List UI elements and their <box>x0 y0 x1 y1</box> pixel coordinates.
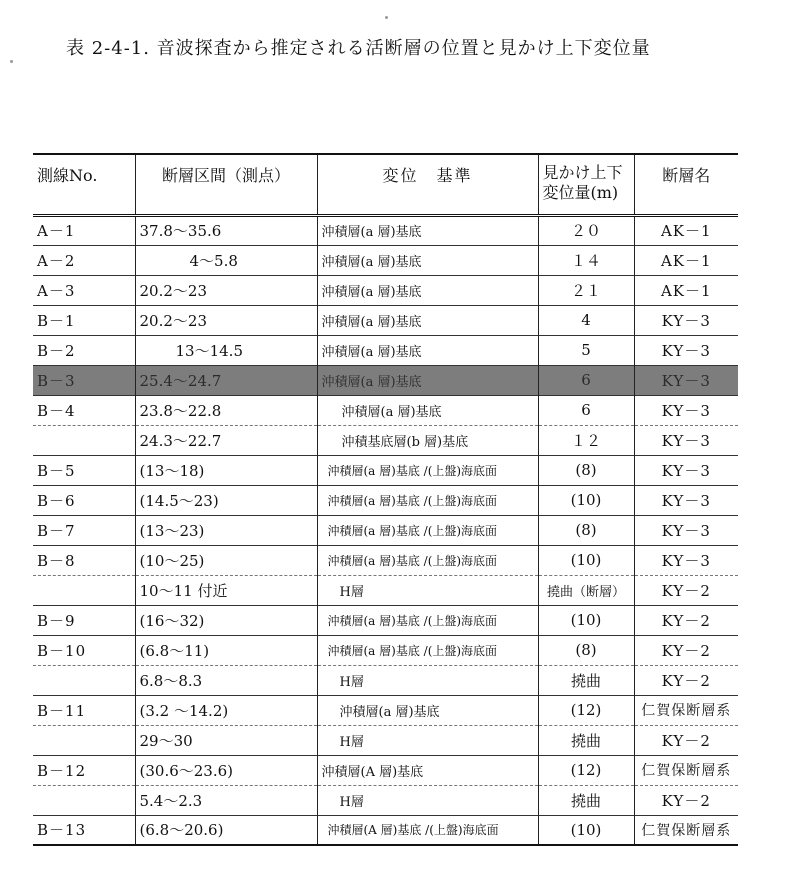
cell-basis: 沖積基底層(b 層)基底 <box>317 425 538 455</box>
table-row <box>33 215 738 245</box>
cell-fault-name: KY－2 <box>634 575 738 605</box>
cell-line <box>33 575 135 605</box>
cell-displacement: １２ <box>538 425 634 455</box>
cell-displacement: (8) <box>538 455 634 485</box>
table-header <box>33 154 738 215</box>
cell-line: B－9 <box>37 611 76 630</box>
cell-range: (6.8～11) <box>135 635 317 665</box>
table-row <box>33 275 738 305</box>
cell-basis: 沖積層(a 層)基底 /(上盤)海底面 <box>317 485 538 515</box>
table-row <box>33 455 738 485</box>
table-row <box>33 545 738 575</box>
cell-range: (6.8～20.6) <box>135 815 317 845</box>
table-row <box>33 815 738 845</box>
cell-range: 25.4～24.7 <box>135 365 317 395</box>
cell-basis: 沖積層(A 層)基底 <box>317 755 538 785</box>
cell-range: (16～32) <box>135 605 317 635</box>
header-row <box>33 154 738 215</box>
cell-line: B－12 <box>37 761 87 780</box>
cell-range: (13～18) <box>135 455 317 485</box>
table-row <box>33 305 738 335</box>
table-row <box>33 695 738 725</box>
cell-fault-name: KY－2 <box>634 605 738 635</box>
cell-line: A－2 <box>37 251 76 270</box>
cell-displacement: (8) <box>538 635 634 665</box>
table-row <box>33 395 738 425</box>
table-row <box>33 635 738 665</box>
scan-speck <box>385 16 388 19</box>
cell-fault-name: KY－3 <box>634 485 738 515</box>
cell-fault-name: 仁賀保断層系 <box>634 695 738 725</box>
cell-line: A－3 <box>37 281 76 300</box>
cell-displacement: 撓曲（断層） <box>538 575 634 605</box>
cell-line: B－2 <box>37 341 76 360</box>
table-row <box>33 335 738 365</box>
cell-line: B－13 <box>37 821 87 840</box>
cell-basis: H層 <box>317 575 538 605</box>
cell-basis: 沖積層(a 層)基底 <box>317 395 538 425</box>
cell-displacement: 6 <box>538 365 634 395</box>
table-row-highlighted <box>33 365 738 395</box>
cell-line <box>33 425 135 455</box>
cell-displacement: 撓曲 <box>538 725 634 755</box>
cell-range: 20.2～23 <box>135 275 317 305</box>
cell-displacement: (10) <box>538 815 634 845</box>
cell-displacement: 撓曲 <box>538 785 634 815</box>
cell-basis: 沖積層(a 層)基底 /(上盤)海底面 <box>317 635 538 665</box>
cell-line: B－1 <box>37 311 76 330</box>
cell-fault-name: AK－1 <box>634 245 738 275</box>
cell-displacement: (10) <box>538 545 634 575</box>
table-row <box>33 515 738 545</box>
header-fault-name: 断層名 <box>634 154 738 215</box>
cell-displacement: (12) <box>538 755 634 785</box>
cell-displacement: ２０ <box>538 215 634 245</box>
header-basis: 変位 基準 <box>317 154 538 215</box>
fault-table <box>33 153 738 846</box>
cell-fault-name: AK－1 <box>634 215 738 245</box>
table-row <box>33 755 738 785</box>
cell-basis: 沖積層(a 層)基底 /(上盤)海底面 <box>317 455 538 485</box>
table-row <box>33 725 738 755</box>
cell-range: 5.4～2.3 <box>135 785 317 815</box>
cell-basis: 沖積層(a 層)基底 <box>317 695 538 725</box>
cell-displacement: 6 <box>538 395 634 425</box>
cell-line: B－6 <box>37 491 76 510</box>
cell-basis: 沖積層(a 層)基底 <box>317 215 538 245</box>
header-displacement-top: 見かけ上下 <box>542 163 623 182</box>
cell-displacement: 撓曲 <box>538 665 634 695</box>
header-line-no: 測線No. <box>37 166 98 185</box>
cell-basis: 沖積層(a 層)基底 <box>317 365 538 395</box>
cell-fault-name: KY－3 <box>634 365 738 395</box>
table-row <box>33 485 738 515</box>
cell-basis: 沖積層(a 層)基底 /(上盤)海底面 <box>317 515 538 545</box>
cell-range: (30.6～23.6) <box>135 755 317 785</box>
cell-displacement: (12) <box>538 695 634 725</box>
cell-fault-name: KY－3 <box>634 425 738 455</box>
table-row <box>33 575 738 605</box>
cell-displacement: 5 <box>538 335 634 365</box>
cell-fault-name: KY－3 <box>634 455 738 485</box>
cell-range: 13～14.5 <box>135 335 317 365</box>
cell-basis: 沖積層(A 層)基底 /(上盤)海底面 <box>317 815 538 845</box>
cell-fault-name: KY－3 <box>634 515 738 545</box>
cell-line <box>33 725 135 755</box>
table-row <box>33 785 738 815</box>
cell-fault-name: KY－2 <box>634 785 738 815</box>
cell-fault-name: KY－3 <box>634 395 738 425</box>
cell-fault-name: KY－2 <box>634 665 738 695</box>
cell-range: 23.8～22.8 <box>135 395 317 425</box>
cell-range: (13～23) <box>135 515 317 545</box>
scan-speck <box>10 60 13 63</box>
cell-basis: H層 <box>317 665 538 695</box>
cell-range: 10～11 付近 <box>135 575 317 605</box>
cell-line: B－10 <box>37 641 87 660</box>
cell-range: (3.2 ～14.2) <box>135 695 317 725</box>
cell-displacement: (10) <box>538 605 634 635</box>
cell-basis: 沖積層(a 層)基底 <box>317 335 538 365</box>
cell-fault-name: KY－2 <box>634 725 738 755</box>
cell-displacement: (8) <box>538 515 634 545</box>
cell-line: B－4 <box>37 401 76 420</box>
cell-line <box>33 665 135 695</box>
cell-basis: 沖積層(a 層)基底 /(上盤)海底面 <box>317 605 538 635</box>
cell-basis: 沖積層(a 層)基底 <box>317 275 538 305</box>
cell-fault-name: KY－3 <box>634 305 738 335</box>
cell-displacement: ２１ <box>538 275 634 305</box>
cell-range: 4～5.8 <box>135 245 317 275</box>
cell-line: B－8 <box>37 551 76 570</box>
cell-line: B－11 <box>37 701 87 720</box>
cell-basis: H層 <box>317 725 538 755</box>
cell-displacement: (10) <box>538 485 634 515</box>
header-range: 断層区間（測点） <box>135 154 317 215</box>
header-displacement-bottom: 変位量(m) <box>542 183 619 202</box>
cell-fault-name: AK－1 <box>634 275 738 305</box>
table-row <box>33 245 738 275</box>
cell-fault-name: KY－3 <box>634 545 738 575</box>
table-row <box>33 605 738 635</box>
cell-line <box>33 785 135 815</box>
cell-line: B－3 <box>33 365 135 395</box>
cell-basis: H層 <box>317 785 538 815</box>
cell-range: (10～25) <box>135 545 317 575</box>
cell-displacement: 4 <box>538 305 634 335</box>
cell-displacement: １４ <box>538 245 634 275</box>
table-row <box>33 665 738 695</box>
cell-range: 24.3～22.7 <box>135 425 317 455</box>
cell-line: A－1 <box>37 222 76 240</box>
cell-range: 20.2～23 <box>135 305 317 335</box>
cell-basis: 沖積層(a 層)基底 /(上盤)海底面 <box>317 545 538 575</box>
cell-line: B－7 <box>37 521 76 540</box>
table-body <box>33 215 738 845</box>
cell-fault-name: 仁賀保断層系 <box>634 755 738 785</box>
table-caption: 表 2-4-1. 音波探査から推定される活断層の位置と見かけ上下変位量 <box>66 38 651 59</box>
header-displacement <box>538 154 634 215</box>
cell-line: B－5 <box>37 461 76 480</box>
cell-basis: 沖積層(a 層)基底 <box>317 305 538 335</box>
cell-fault-name: KY－2 <box>634 635 738 665</box>
table-row <box>33 425 738 455</box>
cell-fault-name: 仁賀保断層系 <box>634 815 738 845</box>
cell-fault-name: KY－3 <box>634 335 738 365</box>
cell-range: 6.8～8.3 <box>135 665 317 695</box>
cell-basis: 沖積層(a 層)基底 <box>317 245 538 275</box>
cell-range: 29～30 <box>135 725 317 755</box>
cell-range: (14.5～23) <box>135 485 317 515</box>
cell-range: 37.8～35.6 <box>135 215 317 245</box>
